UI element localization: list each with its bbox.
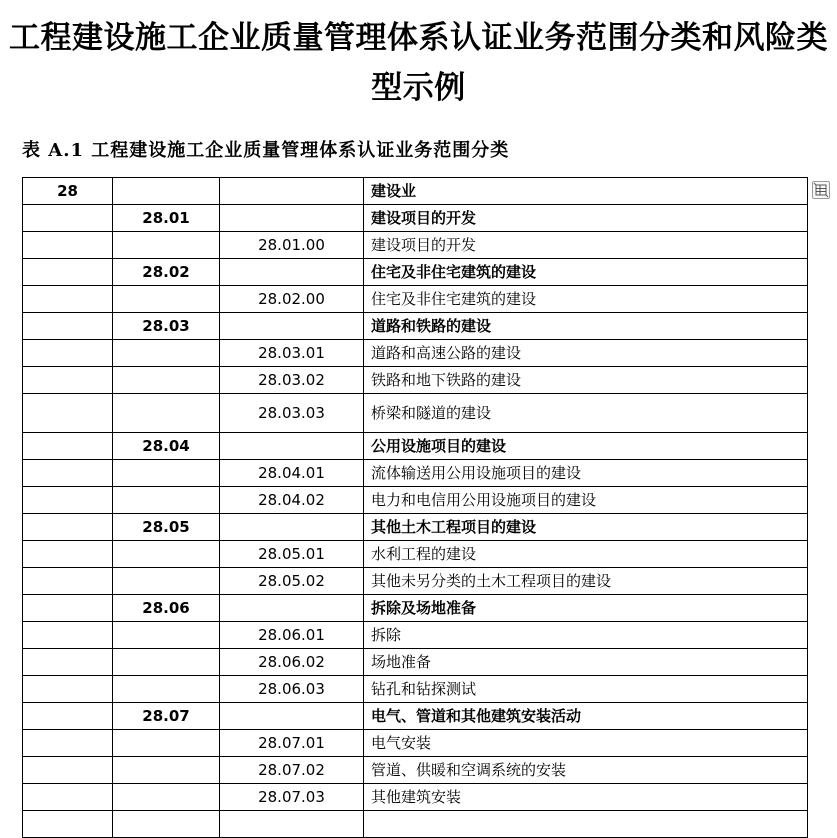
item-code-cell: 28.02.00	[220, 286, 364, 313]
item-code-cell	[220, 205, 364, 232]
sector-code-cell	[23, 784, 113, 811]
scope-description-cell	[364, 811, 808, 838]
item-code-cell: 28.07.02	[220, 757, 364, 784]
subsector-code-cell: 28.04	[113, 433, 220, 460]
scope-description-cell: 建设项目的开发	[364, 232, 808, 259]
sector-code-cell	[23, 232, 113, 259]
subsector-code-cell: 28.06	[113, 595, 220, 622]
sector-code-cell: 28	[23, 178, 113, 205]
table-row	[23, 433, 808, 460]
subsector-code-cell	[113, 286, 220, 313]
subsector-code-cell: 28.07	[113, 703, 220, 730]
item-code-cell: 28.05.01	[220, 541, 364, 568]
table-row	[23, 205, 808, 232]
sector-code-cell	[23, 487, 113, 514]
sector-code-cell	[23, 622, 113, 649]
item-code-cell: 28.03.03	[220, 394, 364, 433]
table-row	[23, 757, 808, 784]
scope-description-cell: 桥梁和隧道的建设	[364, 394, 808, 433]
item-code-cell	[220, 313, 364, 340]
subsector-code-cell	[113, 394, 220, 433]
scope-description-cell: 场地准备	[364, 649, 808, 676]
scope-description-cell: 管道、供暖和空调系统的安装	[364, 757, 808, 784]
table-caption: 表 A.1 工程建设施工企业质量管理体系认证业务范围分类	[22, 140, 510, 161]
scope-description-cell: 公用设施项目的建设	[364, 433, 808, 460]
table-row	[23, 703, 808, 730]
sector-code-cell	[23, 313, 113, 340]
subsector-code-cell	[113, 649, 220, 676]
scope-description-cell: 电力和电信用公用设施项目的建设	[364, 487, 808, 514]
document-title-line-2: 型示例	[371, 70, 466, 106]
scope-description-cell: 电气、管道和其他建筑安装活动	[364, 703, 808, 730]
sector-code-cell	[23, 811, 113, 838]
sector-code-cell	[23, 568, 113, 595]
item-code-cell: 28.06.01	[220, 622, 364, 649]
item-code-cell: 28.04.01	[220, 460, 364, 487]
subsector-code-cell: 28.03	[113, 313, 220, 340]
subsector-code-cell	[113, 757, 220, 784]
sector-code-cell	[23, 286, 113, 313]
item-code-cell: 28.06.03	[220, 676, 364, 703]
table-row	[23, 259, 808, 286]
item-code-cell	[220, 811, 364, 838]
scope-description-cell: 建设项目的开发	[364, 205, 808, 232]
sector-code-cell	[23, 367, 113, 394]
table-row	[23, 487, 808, 514]
scope-description-cell: 其他土木工程项目的建设	[364, 514, 808, 541]
subsector-code-cell	[113, 232, 220, 259]
subsector-code-cell	[113, 367, 220, 394]
table-row	[23, 784, 808, 811]
item-code-cell	[220, 433, 364, 460]
scope-description-cell: 钻孔和钻探测试	[364, 676, 808, 703]
scope-description-cell: 铁路和地下铁路的建设	[364, 367, 808, 394]
table-row	[23, 313, 808, 340]
table-row	[23, 340, 808, 367]
scope-description-cell: 其他建筑安装	[364, 784, 808, 811]
subsector-code-cell	[113, 676, 220, 703]
table-row	[23, 514, 808, 541]
table-row	[23, 286, 808, 313]
scope-description-cell: 道路和高速公路的建设	[364, 340, 808, 367]
item-code-cell: 28.03.02	[220, 367, 364, 394]
table-row	[23, 811, 808, 838]
table-row	[23, 730, 808, 757]
document-title-line-1: 工程建设施工企业质量管理体系认证业务范围分类和风险类	[9, 20, 828, 56]
table-row	[23, 178, 808, 205]
sector-code-cell	[23, 595, 113, 622]
table-row	[23, 676, 808, 703]
subsector-code-cell	[113, 541, 220, 568]
subsector-code-cell	[113, 340, 220, 367]
item-code-cell: 28.07.01	[220, 730, 364, 757]
subsector-code-cell: 28.02	[113, 259, 220, 286]
sector-code-cell	[23, 730, 113, 757]
table-row	[23, 595, 808, 622]
item-code-cell	[220, 178, 364, 205]
subsector-code-cell	[113, 784, 220, 811]
sector-code-cell	[23, 676, 113, 703]
subsector-code-cell: 28.01	[113, 205, 220, 232]
scope-description-cell: 住宅及非住宅建筑的建设	[364, 286, 808, 313]
item-code-cell	[220, 514, 364, 541]
item-code-cell: 28.05.02	[220, 568, 364, 595]
subsector-code-cell	[113, 622, 220, 649]
scope-description-cell: 水利工程的建设	[364, 541, 808, 568]
sector-code-cell	[23, 394, 113, 433]
scope-description-cell: 拆除及场地准备	[364, 595, 808, 622]
table-row	[23, 649, 808, 676]
table-row	[23, 622, 808, 649]
sector-code-cell	[23, 340, 113, 367]
table-row	[23, 568, 808, 595]
table-row	[23, 394, 808, 433]
sector-code-cell	[23, 205, 113, 232]
item-code-cell	[220, 595, 364, 622]
item-code-cell: 28.03.01	[220, 340, 364, 367]
sector-code-cell	[23, 514, 113, 541]
table-row	[23, 460, 808, 487]
subsector-code-cell	[113, 460, 220, 487]
item-code-cell	[220, 259, 364, 286]
scope-description-cell: 住宅及非住宅建筑的建设	[364, 259, 808, 286]
scope-description-cell: 其他未另分类的土木工程项目的建设	[364, 568, 808, 595]
scope-classification-table	[22, 177, 808, 838]
sector-code-cell	[23, 259, 113, 286]
sector-code-cell	[23, 649, 113, 676]
subsector-code-cell	[113, 730, 220, 757]
table-view-icon[interactable]	[812, 181, 830, 199]
table-row	[23, 232, 808, 259]
subsector-code-cell	[113, 487, 220, 514]
item-code-cell	[220, 703, 364, 730]
sector-code-cell	[23, 460, 113, 487]
scope-description-cell: 拆除	[364, 622, 808, 649]
scope-description-cell: 建设业	[364, 178, 808, 205]
sector-code-cell	[23, 757, 113, 784]
scope-description-cell: 道路和铁路的建设	[364, 313, 808, 340]
item-code-cell: 28.07.03	[220, 784, 364, 811]
subsector-code-cell	[113, 178, 220, 205]
subsector-code-cell: 28.05	[113, 514, 220, 541]
sector-code-cell	[23, 433, 113, 460]
item-code-cell: 28.06.02	[220, 649, 364, 676]
table-row	[23, 541, 808, 568]
scope-description-cell: 流体输送用公用设施项目的建设	[364, 460, 808, 487]
subsector-code-cell	[113, 568, 220, 595]
subsector-code-cell	[113, 811, 220, 838]
item-code-cell: 28.04.02	[220, 487, 364, 514]
sector-code-cell	[23, 703, 113, 730]
table-row	[23, 367, 808, 394]
sector-code-cell	[23, 541, 113, 568]
item-code-cell: 28.01.00	[220, 232, 364, 259]
scope-description-cell: 电气安装	[364, 730, 808, 757]
